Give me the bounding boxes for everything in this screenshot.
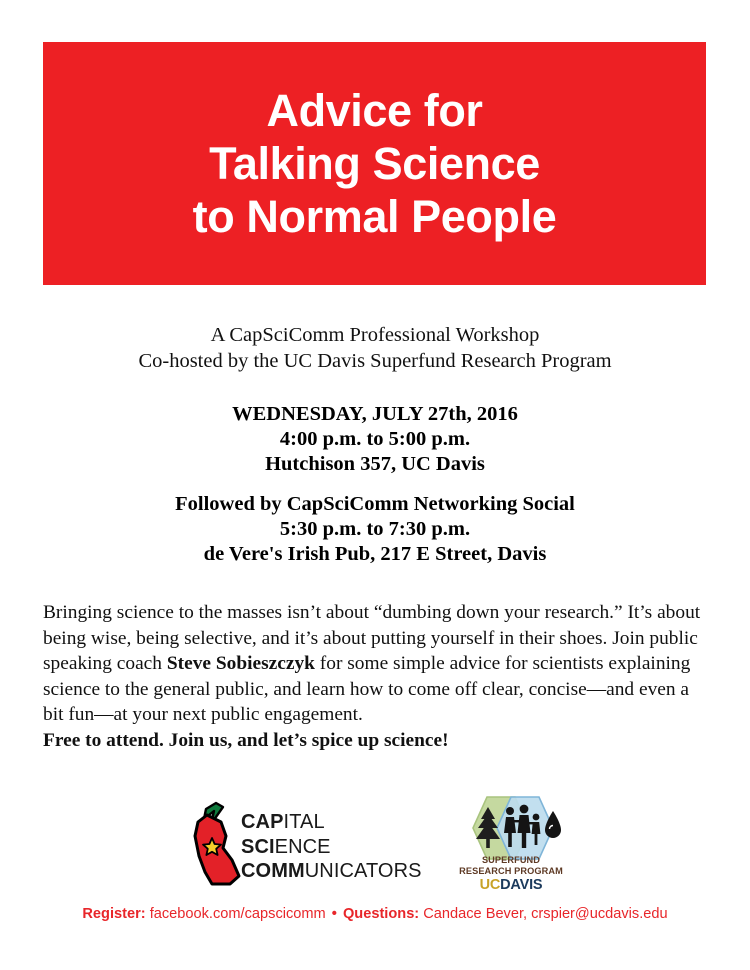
body-copy bbox=[43, 600, 711, 754]
event-details bbox=[0, 402, 750, 567]
superfund-line-2: RESEARCH PROGRAM bbox=[459, 866, 563, 876]
california-chili-icon bbox=[186, 800, 244, 892]
event-date: WEDNESDAY, JULY 27th, 2016 bbox=[232, 403, 518, 425]
title-line-2: Talking Science bbox=[209, 138, 540, 189]
event-location: Hutchison 357, UC Davis bbox=[265, 452, 485, 475]
uc-text: UC bbox=[479, 877, 501, 893]
speaker-name: Steve Sobieszczyk bbox=[166, 653, 315, 675]
science-rest: ENCE bbox=[274, 835, 331, 858]
register-value[interactable]: facebook.com/capscicomm bbox=[149, 906, 326, 922]
capital-rest: ITAL bbox=[283, 811, 325, 833]
capscicomm-logo bbox=[186, 800, 438, 892]
footer-separator: • bbox=[331, 906, 337, 922]
subtitle-line-2: Co-hosted by the UC Davis Superfund Research Program bbox=[138, 350, 612, 372]
superfund-hexagons-icon bbox=[454, 795, 568, 861]
communicators-rest: UNICATORS bbox=[304, 860, 422, 882]
body-closing-line: Free to attend. Join us, and let’s spice up science! bbox=[43, 729, 449, 751]
title-banner bbox=[43, 42, 706, 285]
register-label: Register: bbox=[82, 906, 146, 922]
subtitle-line-1: A CapSciComm Professional Workshop bbox=[210, 324, 540, 346]
capscicomm-wordmark bbox=[241, 810, 422, 884]
body-text-part-1: Bringing science to the masses isn’t about “dumbing down your research.” It’s about being wise, being selective, and it’s about putting yourself in their shoes. Join public speaking coach bbox=[43, 602, 701, 675]
superfund-wordmark bbox=[452, 855, 570, 894]
capscicomm-word-capital bbox=[241, 810, 422, 835]
social-time: 5:30 p.m. to 7:30 p.m. bbox=[279, 518, 471, 541]
davis-text: DAVIS bbox=[500, 877, 543, 893]
title-line-1: Advice for bbox=[266, 85, 483, 136]
body-text-part-2: for some simple advice for scientists explaining science to the general public, and learn how to come off clear, concise—and even a bit fun—at your next public engagement. bbox=[43, 653, 691, 726]
capital-bold: CAP bbox=[241, 811, 284, 833]
event-time: 4:00 p.m. to 5:00 p.m. bbox=[279, 427, 471, 450]
capscicomm-word-communicators bbox=[241, 859, 422, 884]
science-bold: SCI bbox=[241, 835, 275, 858]
ucdavis-wordmark bbox=[452, 877, 570, 894]
event-spacer bbox=[0, 476, 750, 492]
title-line-3: to Normal People bbox=[192, 191, 557, 242]
superfund-line-1: SUPERFUND bbox=[481, 855, 541, 865]
questions-label: Questions: bbox=[342, 906, 420, 922]
social-title: Followed by CapSciComm Networking Social bbox=[175, 493, 575, 516]
footer-contact-line bbox=[0, 906, 750, 922]
questions-value[interactable]: Candace Bever, crspier@ucdavis.edu bbox=[423, 906, 668, 922]
social-location: de Vere's Irish Pub, 217 E Street, Davis bbox=[203, 542, 547, 565]
logos-row bbox=[0, 795, 750, 900]
superfund-research-program-logo bbox=[452, 795, 570, 898]
subtitle-block bbox=[0, 322, 750, 374]
capscicomm-word-science bbox=[241, 835, 422, 860]
communicators-bold: COMM bbox=[241, 860, 305, 882]
